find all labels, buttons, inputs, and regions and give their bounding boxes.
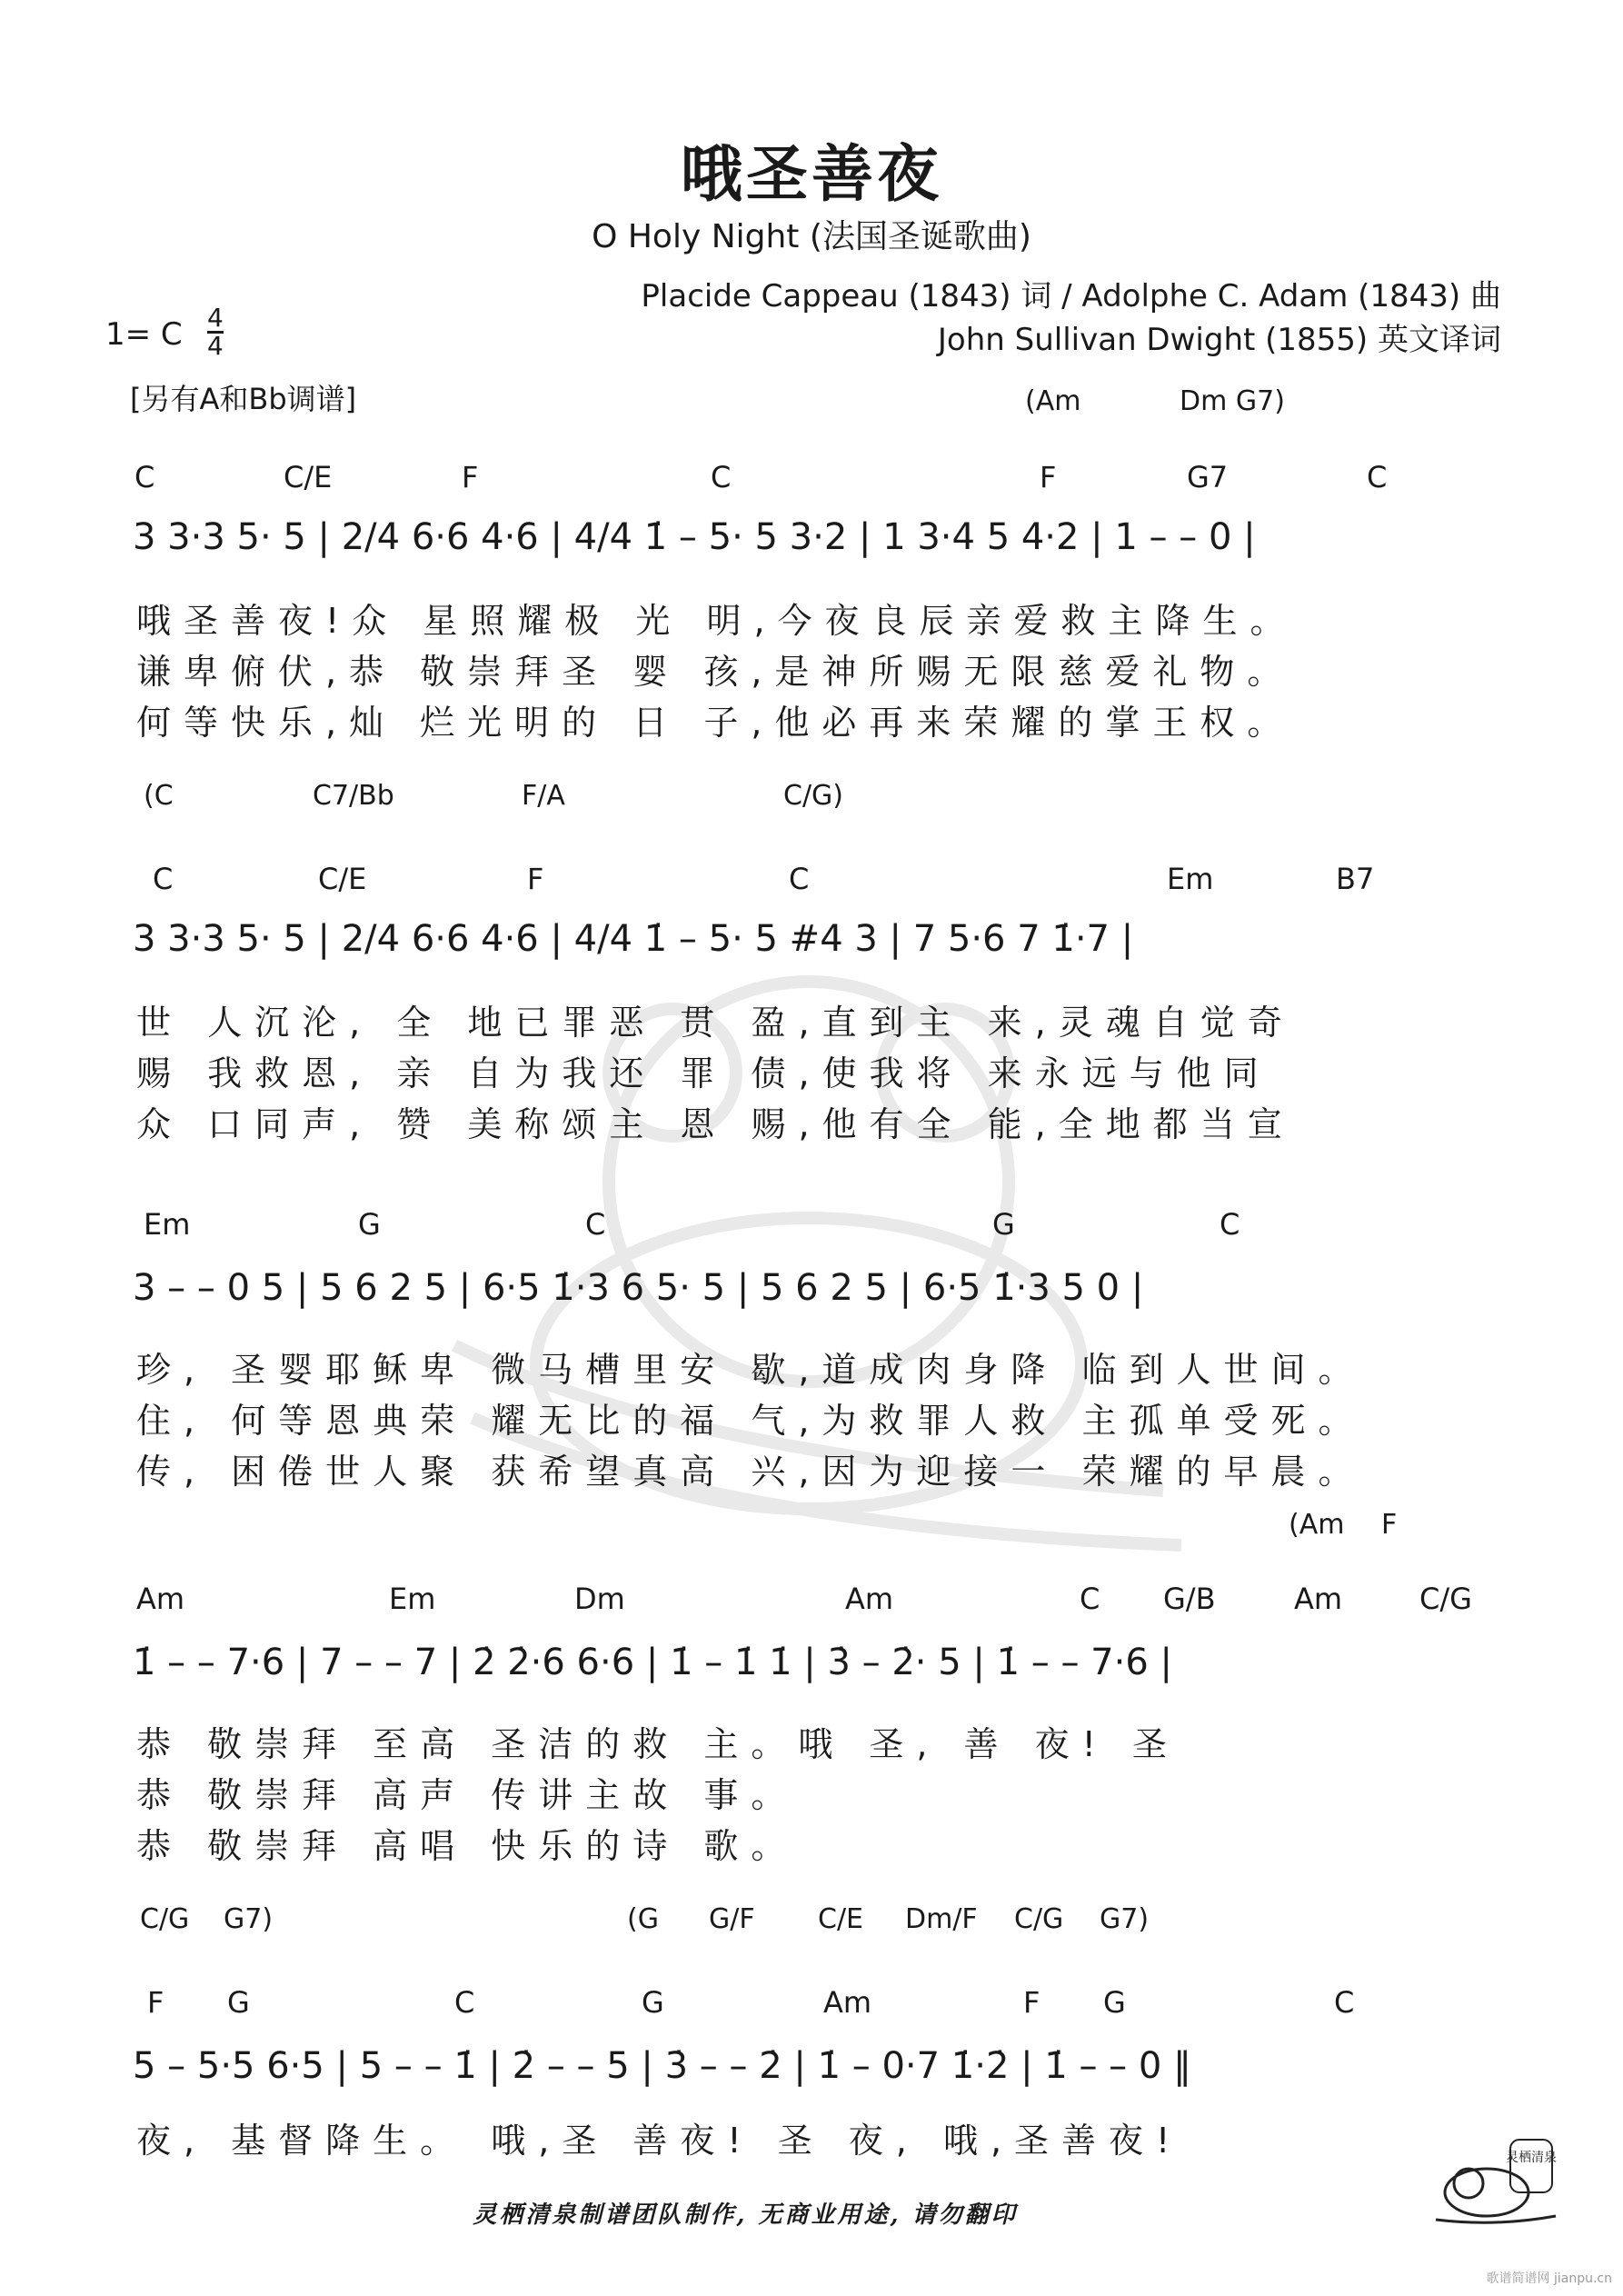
translator-credit: John Sullivan Dwight (1855) 英文译词: [937, 322, 1501, 358]
chord-symbol: Am: [136, 1582, 185, 1616]
paren-chord: F: [1381, 1509, 1398, 1541]
song-subtitle: O Holy Night (法国圣诞歌曲): [592, 218, 1031, 255]
chord-symbol: C: [711, 460, 732, 494]
chord-symbol: C/G: [1419, 1582, 1472, 1616]
chord-symbol: F: [147, 1985, 164, 2020]
chord-symbol: B7: [1336, 862, 1375, 896]
chord-symbol: C: [1220, 1207, 1240, 1242]
lyric-verse-1: 世 人沉沦, 全 地已罪恶 贯 盈,直到主 来,灵魂自觉奇: [136, 1003, 1295, 1043]
chord-symbol: G: [642, 1985, 664, 2020]
lyric-verse-3: 何等快乐,灿 烂光明的 日 子,他必再来荣耀的掌王权。: [136, 703, 1295, 743]
chord-symbol: C: [789, 862, 810, 896]
lyric-verse-3: 传, 困倦世人聚 获希望真高 兴,因为迎接一 荣耀的早晨。: [136, 1452, 1366, 1492]
chord-symbol: Am: [845, 1582, 894, 1616]
time-signature: [207, 305, 224, 359]
chord-symbol: C: [1334, 1985, 1355, 2020]
lyric-verse-1: 夜, 基督降生。 哦,圣 善夜! 圣 夜, 哦,圣善夜!: [136, 2121, 1183, 2161]
lyric-verse-1: 珍, 圣婴耶稣卑 微马槽里安 歇,道成肉身降 临到人世间。: [136, 1350, 1366, 1390]
lyric-verse-2: 谦卑俯伏,恭 敬崇拜圣 婴 孩,是神所赐无限慈爱礼物。: [136, 652, 1295, 692]
notation-line: 3 3·3 5· 5 | 2/4 6·6 4·6 | 4/4 1̇ – 5· 5 #4 3 | 7 5·6 7 1̇·7 |: [133, 918, 1134, 960]
notation-line: 5 – 5·5 6·5 | 5 – – 1̇ | 2̇ – – 5 | 3̇ – – 2̇ | 1̇ – 0·7 1̇·2̇ | 1̇ – – 0 ‖: [133, 2045, 1192, 2087]
lyric-verse-1: 恭 敬崇拜 至高 圣洁的救 主。哦 圣, 善 夜! 圣: [136, 1724, 1180, 1764]
paren-chord: Dm/F: [905, 1903, 978, 1935]
chord-symbol: Em: [389, 1582, 436, 1616]
paren-chord: C7/Bb: [313, 780, 394, 812]
lyric-verse-3: 众 口同声, 赞 美称颂主 恩 赐,他有全 能,全地都当宣: [136, 1104, 1295, 1144]
footer-note: 灵栖清泉制谱团队制作, 无商业用途, 请勿翻印: [473, 2201, 1018, 2229]
chord-symbol: C: [1367, 460, 1388, 494]
paren-chord: C/G: [1014, 1903, 1064, 1935]
chord-symbol: G: [992, 1207, 1015, 1242]
lyric-verse-1: 哦圣善夜!众 星照耀极 光 明,今夜良辰亲爱救主降生。: [136, 601, 1298, 641]
watermark-url: 歌谱简谱网 jianpu.cn: [1486, 2271, 1612, 2286]
stamp-text: 灵栖清泉: [1506, 2151, 1557, 2165]
chord-symbol: C: [454, 1985, 475, 2020]
chord-symbol: F: [1040, 460, 1057, 494]
notation-line: 1̇ – – 7·6 | 7 – – 7 | 2̇ 2̇·6 6·6 | 1̇ – 1̇ 1̇ | 3̇ – 2̇· 5 | 1̇ – – 7·6 |: [133, 1642, 1172, 1683]
song-title: 哦圣善夜: [680, 139, 942, 211]
chord-symbol: G/B: [1163, 1582, 1216, 1616]
paren-chord: C/G): [783, 780, 844, 812]
chord-symbol: C: [585, 1207, 606, 1242]
chord-symbol: C/E: [318, 862, 367, 896]
lyric-verse-3: 恭 敬崇拜 高唱 快乐的诗 歌。: [136, 1826, 799, 1866]
composer-credit: Placide Cappeau (1843) 词 / Adolphe C. Adam (1843) 曲: [641, 278, 1501, 314]
chord-symbol: C: [134, 460, 155, 494]
lyric-verse-2: 赐 我救恩, 亲 自为我还 罪 债,使我将 来永远与他同: [136, 1053, 1271, 1093]
lyric-verse-2: 住, 何等恩典荣 耀无比的福 气,为救罪人救 主孤单受死。: [136, 1401, 1366, 1441]
paren-chord: G/F: [709, 1903, 755, 1935]
time-signature-bottom: 4: [207, 331, 224, 361]
paren-chord: C/E: [818, 1903, 864, 1935]
chord-symbol: C/E: [284, 460, 333, 494]
chord-symbol: C: [153, 862, 174, 896]
paren-chord: (G: [627, 1903, 659, 1935]
paren-chord: (Am: [1025, 385, 1081, 417]
chord-symbol: Em: [1167, 862, 1214, 896]
chord-symbol: G7: [1187, 460, 1229, 494]
paren-chord: G7): [224, 1903, 274, 1935]
chord-symbol: F: [527, 862, 544, 896]
paren-chord: C/G: [140, 1903, 190, 1935]
chord-symbol: F: [1023, 1985, 1041, 2020]
chord-symbol: Am: [1294, 1582, 1343, 1616]
notation-line: 3 – – 0 5 | 5 6 2 5 | 6·5 1̇·3 6 5· 5 | 5 6 2 5 | 6·5 1̇·3 5 0 |: [133, 1267, 1144, 1309]
chord-symbol: F: [462, 460, 479, 494]
paren-chord: Dm G7): [1180, 385, 1285, 417]
chord-symbol: G: [358, 1207, 381, 1242]
key-signature: 1= C: [105, 316, 183, 353]
notation-line: 3 3·3 5· 5 | 2/4 6·6 4·6 | 4/4 1̇ – 5· 5 3·2 | 1 3·4 5 4·2 | 1 – – 0 |: [133, 516, 1256, 558]
chord-symbol: Dm: [574, 1582, 625, 1616]
paren-chord: (Am: [1289, 1509, 1345, 1541]
chord-symbol: G: [1103, 1985, 1126, 2020]
paren-chord: F/A: [522, 780, 565, 812]
chord-symbol: C: [1080, 1582, 1100, 1616]
paren-chord: G7): [1100, 1903, 1150, 1935]
lyric-verse-2: 恭 敬崇拜 高声 传讲主故 事。: [136, 1775, 799, 1815]
chord-symbol: Am: [823, 1985, 872, 2020]
chord-symbol: G: [227, 1985, 250, 2020]
chord-symbol: Em: [144, 1207, 191, 1242]
alternate-keys-note: [另有A和Bb调谱]: [130, 382, 357, 416]
paren-chord: (C: [144, 780, 174, 812]
time-signature-top: 4: [207, 303, 224, 333]
